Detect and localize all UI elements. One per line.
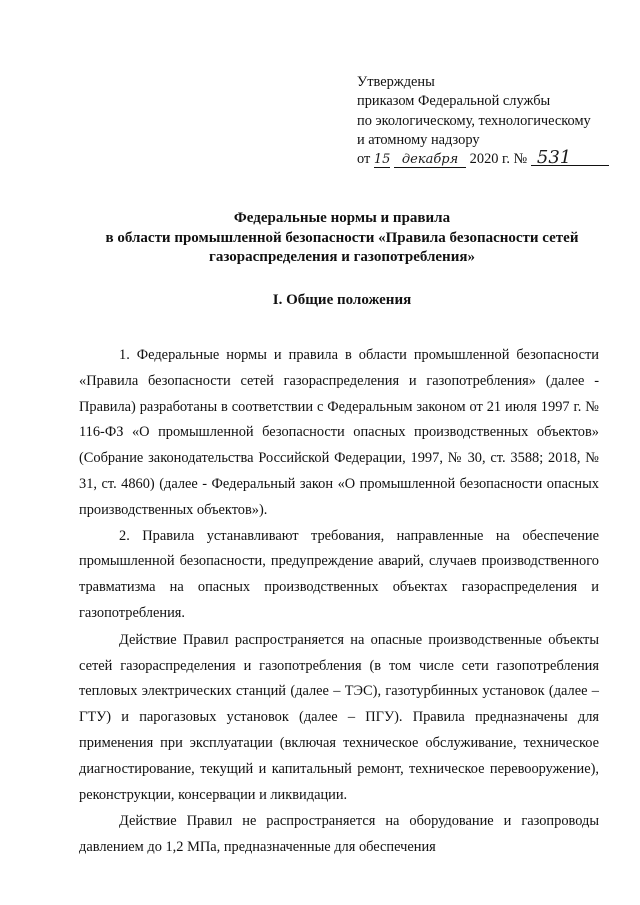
- order-number-handwritten: 531: [531, 151, 609, 166]
- date-prefix: от: [357, 151, 371, 168]
- section-heading: I. Общие положения: [272, 292, 412, 308]
- approval-date-line: [357, 147, 627, 169]
- approval-block: [357, 73, 627, 169]
- paragraph-4: Действие Правил не распространяется на оборудование и газопроводы давлением до 1,2 МПа, предназначенные для обеспечения: [79, 813, 599, 856]
- approval-line: приказом Федеральной службы: [357, 93, 551, 110]
- date-month-handwritten: декабря: [394, 153, 466, 168]
- date-day-handwritten: 15: [373, 152, 391, 168]
- approval-line: по экологическому, технологическому: [357, 112, 591, 129]
- date-year: 2020 г. №: [469, 151, 528, 168]
- title-line: газораспределения и газопотребления»: [209, 249, 475, 265]
- paragraph-2: 2. Правила устанавливают требования, направленные на обеспечение промышленной безопасности, предупреждение аварий, случаев производственного травматизма на опасных производственных объектах газораспределения и газопотребления.: [79, 527, 599, 621]
- paragraph-1: 1. Федеральные нормы и правила в области промышленной безопасности «Правила безопасности сетей газораспределения и газопотребления» (далее - Правила) разработаны в соответствии с Федеральным законом от 21 июля 1997 г. № 116-ФЗ «О промышленной безопасности опасных производственных объектов» (Собрание законодательства Российской Федерации, 1997, № 30, ст. 3588; 2018, № 31, ст. 4860) (далее - Федеральный закон «О промышленной безопасности опасных производственных объектов»).: [79, 347, 599, 518]
- title-line: Федеральные нормы и правила: [233, 210, 451, 226]
- document-body: [79, 343, 599, 861]
- document-title: [60, 209, 624, 268]
- approval-line: и атомному надзору: [357, 131, 480, 148]
- approval-line: Утверждены: [357, 74, 435, 90]
- title-line: в области промышленной безопасности «Правила безопасности сетей: [105, 229, 579, 246]
- paragraph-3: Действие Правил распространяется на опасные производственные объекты сетей газораспределения и газопотребления (в том числе сети газопотребления тепловых электрических станций (далее – ТЭС), газотурбинных установок (далее – ГТУ) и парогазовых установок (далее – ПГУ). Правила предназначены для применения при эксплуатации (включая техническое обслуживание, техническое диагностирование, текущий и капитальный ремонт, техническое перевооружение), реконструкции, консервации и ликвидации.: [79, 631, 599, 803]
